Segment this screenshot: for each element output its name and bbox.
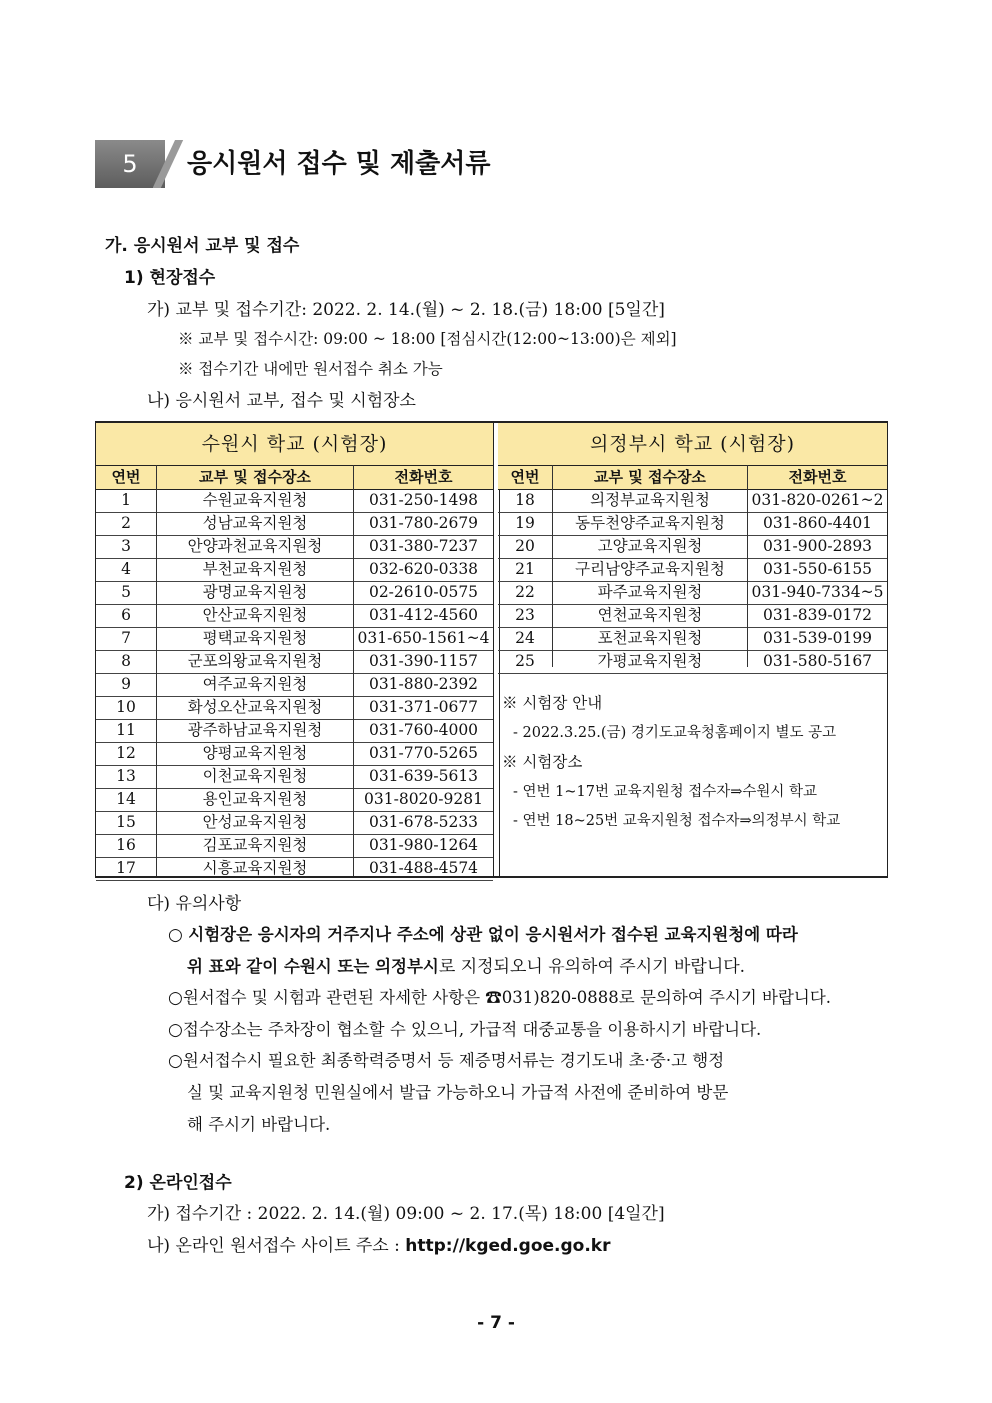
row-number: 5 bbox=[121, 583, 131, 601]
bullet-icon: ○ bbox=[168, 1020, 183, 1040]
col-phone-header: 전화번호 bbox=[788, 468, 847, 486]
row-phone: 031-900-2893 bbox=[762, 537, 873, 555]
row-place: 가평교육지원청 bbox=[597, 652, 703, 670]
caution-bullet-1 bbox=[168, 919, 898, 983]
caution-bullet-2 bbox=[168, 982, 831, 1014]
caution-1-rest: 로 지정되오니 유의하여 주시기 바랍니다. bbox=[438, 957, 746, 977]
col-place-header: 교부 및 접수장소 bbox=[594, 468, 706, 486]
table-left-half bbox=[96, 423, 493, 876]
row-number: 21 bbox=[515, 560, 535, 578]
row-number: 11 bbox=[116, 721, 136, 739]
caution-2-text: 원서접수 및 시험과 관련된 자세한 사항은 ☎031)820-0888로 문의하여 주시기 바랍니다. bbox=[182, 988, 832, 1007]
row-place: 수원교육지원청 bbox=[202, 491, 308, 509]
row-number: 16 bbox=[116, 836, 136, 854]
caution-4-line3: 해 주시기 바랍니다. bbox=[187, 1115, 331, 1134]
item-da-title: 다) 유의사항 bbox=[147, 894, 242, 914]
row-phone: 031-860-4401 bbox=[762, 514, 873, 532]
table-row bbox=[498, 650, 887, 674]
header-slash-decoration bbox=[153, 140, 185, 188]
row-number: 13 bbox=[116, 767, 136, 785]
row-phone: 031-412-4560 bbox=[368, 606, 479, 624]
sub1-title: 1) 현장접수 bbox=[124, 268, 216, 288]
row-number: 25 bbox=[515, 652, 535, 670]
row-phone: 031-650-1561~4 bbox=[357, 629, 490, 647]
row-number: 12 bbox=[116, 744, 136, 762]
row-phone: 031-390-1157 bbox=[368, 652, 479, 670]
row-phone: 031-371-0677 bbox=[368, 698, 479, 716]
sub2-title: 2) 온라인접수 bbox=[124, 1173, 232, 1193]
row-place: 화성오산교육지원청 bbox=[187, 698, 323, 716]
sub2-item-na bbox=[147, 1231, 611, 1256]
row-number: 18 bbox=[515, 491, 535, 509]
col-no-header: 연번 bbox=[111, 468, 141, 486]
row-phone: 031-380-7237 bbox=[368, 537, 479, 555]
col-phone-header: 전화번호 bbox=[394, 468, 453, 486]
left-divider-1 bbox=[156, 465, 157, 876]
row-number: 17 bbox=[116, 859, 136, 877]
row-phone: 031-760-4000 bbox=[368, 721, 479, 739]
row-phone: 031-780-2679 bbox=[368, 514, 479, 532]
row-phone: 031-8020-9281 bbox=[364, 790, 483, 808]
row-phone: 031-820-0261~2 bbox=[751, 491, 884, 509]
row-place: 동두천양주교육지원청 bbox=[575, 514, 725, 532]
online-site-url[interactable]: http://kged.goe.go.kr bbox=[405, 1236, 611, 1256]
table-row bbox=[498, 489, 887, 513]
row-number: 22 bbox=[515, 583, 535, 601]
row-place: 시흥교육지원청 bbox=[202, 859, 308, 877]
row-number: 7 bbox=[121, 629, 131, 647]
bullet-icon: ○ bbox=[168, 925, 183, 945]
table-row bbox=[498, 627, 887, 651]
row-place: 안성교육지원청 bbox=[202, 813, 308, 831]
row-place: 이천교육지원청 bbox=[202, 767, 308, 785]
row-place: 연천교육지원청 bbox=[597, 606, 703, 624]
row-phone: 031-250-1498 bbox=[368, 491, 479, 509]
table-right-half bbox=[498, 423, 887, 876]
row-place: 광명교육지원청 bbox=[202, 583, 308, 601]
note-exam-place: ※ 시험장소 bbox=[502, 753, 583, 771]
row-phone: 031-550-6155 bbox=[762, 560, 873, 578]
row-phone: 031-880-2392 bbox=[368, 675, 479, 693]
sub2-item-ga: 가) 접수기간 : 2022. 2. 14.(월) 09:00 ~ 2. 17.(목) 18:00 [4일간] bbox=[147, 1204, 665, 1224]
sub1-item-na: 나) 응시원서 교부, 접수 및 시험장소 bbox=[147, 391, 416, 411]
row-phone: 031-488-4574 bbox=[368, 859, 479, 877]
row-place: 안양과천교육지원청 bbox=[187, 537, 323, 555]
row-place: 군포의왕교육지원청 bbox=[187, 652, 323, 670]
row-number: 4 bbox=[121, 560, 131, 578]
right-divider-2 bbox=[747, 465, 748, 667]
row-number: 20 bbox=[515, 537, 535, 555]
bullet-icon: ○ bbox=[168, 988, 183, 1008]
row-place: 양평교육지원청 bbox=[202, 744, 308, 762]
section-header bbox=[95, 140, 515, 188]
col-place-header: 교부 및 접수장소 bbox=[199, 468, 311, 486]
subsection-ga-title: 가. 응시원서 교부 및 접수 bbox=[105, 236, 300, 256]
row-number: 3 bbox=[121, 537, 131, 555]
row-place: 평택교육지원청 bbox=[202, 629, 308, 647]
table-row bbox=[498, 604, 887, 628]
caution-3-text: 접수장소는 주차장이 협소할 수 있으니, 가급적 대중교통을 이용하시기 바랍니다. bbox=[182, 1020, 762, 1039]
row-place: 구리남양주교육지원청 bbox=[575, 560, 725, 578]
row-number: 2 bbox=[121, 514, 131, 532]
row-place: 광주하남교육지원청 bbox=[187, 721, 323, 739]
row-number: 14 bbox=[116, 790, 136, 808]
col-no-header: 연번 bbox=[510, 468, 540, 486]
row-phone: 031-580-5167 bbox=[762, 652, 873, 670]
caution-1-bold-2: 위 표와 같이 수원시 또는 의정부시 bbox=[187, 957, 439, 976]
row-phone: 031-639-5613 bbox=[368, 767, 479, 785]
row-phone: 031-839-0172 bbox=[762, 606, 873, 624]
table-row bbox=[498, 512, 887, 536]
sub1-note1: ※ 교부 및 접수시간: 09:00 ~ 18:00 [점심시간(12:00~13:00)은 제외] bbox=[178, 330, 677, 348]
row-number: 24 bbox=[515, 629, 535, 647]
right-divider-1 bbox=[552, 465, 553, 667]
page-number: - 7 - bbox=[477, 1313, 515, 1333]
row-number: 9 bbox=[121, 675, 131, 693]
exam-site-table bbox=[95, 421, 888, 878]
note-exam-place-suwon: - 연번 1~17번 교육지원청 접수자⇒수원시 학교 bbox=[513, 784, 818, 800]
row-place: 고양교육지원청 bbox=[597, 537, 703, 555]
row-number: 23 bbox=[515, 606, 535, 624]
row-number: 6 bbox=[121, 606, 131, 624]
row-number: 19 bbox=[515, 514, 535, 532]
row-place: 부천교육지원청 bbox=[202, 560, 308, 578]
caution-4-line2: 실 및 교육지원청 민원실에서 발급 가능하오니 가급적 사전에 준비하여 방문 bbox=[187, 1083, 729, 1102]
table-row bbox=[498, 581, 887, 605]
row-place: 김포교육지원청 bbox=[202, 836, 308, 854]
caution-bullet-4 bbox=[168, 1045, 728, 1141]
sub1-item-ga: 가) 교부 및 접수기간: 2022. 2. 14.(월) ~ 2. 18.(금) 18:00 [5일간] bbox=[147, 300, 665, 320]
row-phone: 032-620-0338 bbox=[368, 560, 479, 578]
note-exam-place-uijeongbu: - 연번 18~25번 교육지원청 접수자⇒의정부시 학교 bbox=[513, 813, 841, 829]
left-divider-2 bbox=[353, 465, 354, 876]
section-title: 응시원서 접수 및 제출서류 bbox=[187, 149, 491, 179]
row-place: 성남교육지원청 bbox=[202, 514, 308, 532]
caution-bullet-3 bbox=[168, 1014, 761, 1046]
left-caption: 수원시 학교 (시험장) bbox=[96, 423, 493, 465]
row-place: 포천교육지원청 bbox=[597, 629, 703, 647]
caution-4-line1: 원서접수시 필요한 최종학력증명서 등 제증명서류는 경기도내 초·중·고 행정 bbox=[182, 1051, 725, 1070]
row-phone: 031-770-5265 bbox=[368, 744, 479, 762]
row-phone: 031-940-7334~5 bbox=[751, 583, 884, 601]
table-row bbox=[498, 535, 887, 559]
table-row bbox=[498, 558, 887, 582]
sub2-item-na-label: 나) 온라인 원서접수 사이트 주소 : bbox=[147, 1236, 400, 1256]
note-exam-guide: ※ 시험장 안내 bbox=[502, 694, 603, 712]
row-place: 여주교육지원청 bbox=[202, 675, 308, 693]
row-phone: 02-2610-0575 bbox=[368, 583, 479, 601]
row-place: 파주교육지원청 bbox=[597, 583, 703, 601]
caution-1-bold: 시험장은 응시자의 거주지나 주소에 상관 없이 응시원서가 접수된 교육지원청에 따라 bbox=[188, 925, 798, 944]
row-number: 1 bbox=[121, 491, 131, 509]
row-number: 8 bbox=[121, 652, 131, 670]
row-phone: 031-539-0199 bbox=[762, 629, 873, 647]
row-phone: 031-980-1264 bbox=[368, 836, 479, 854]
section-number: 5 bbox=[95, 140, 165, 188]
note-exam-guide-detail: - 2022.3.25.(금) 경기도교육청홈페이지 별도 공고 bbox=[513, 725, 837, 741]
row-place: 안산교육지원청 bbox=[202, 606, 308, 624]
bullet-icon: ○ bbox=[168, 1051, 183, 1071]
right-header-row bbox=[498, 465, 887, 490]
right-caption: 의정부시 학교 (시험장) bbox=[498, 423, 887, 465]
sub1-note2: ※ 접수기간 내에만 원서접수 취소 가능 bbox=[178, 360, 443, 378]
row-phone: 031-678-5233 bbox=[368, 813, 479, 831]
row-number: 15 bbox=[116, 813, 136, 831]
row-number: 10 bbox=[116, 698, 136, 716]
row-place: 의정부교육지원청 bbox=[590, 491, 710, 509]
row-place: 용인교육지원청 bbox=[202, 790, 308, 808]
